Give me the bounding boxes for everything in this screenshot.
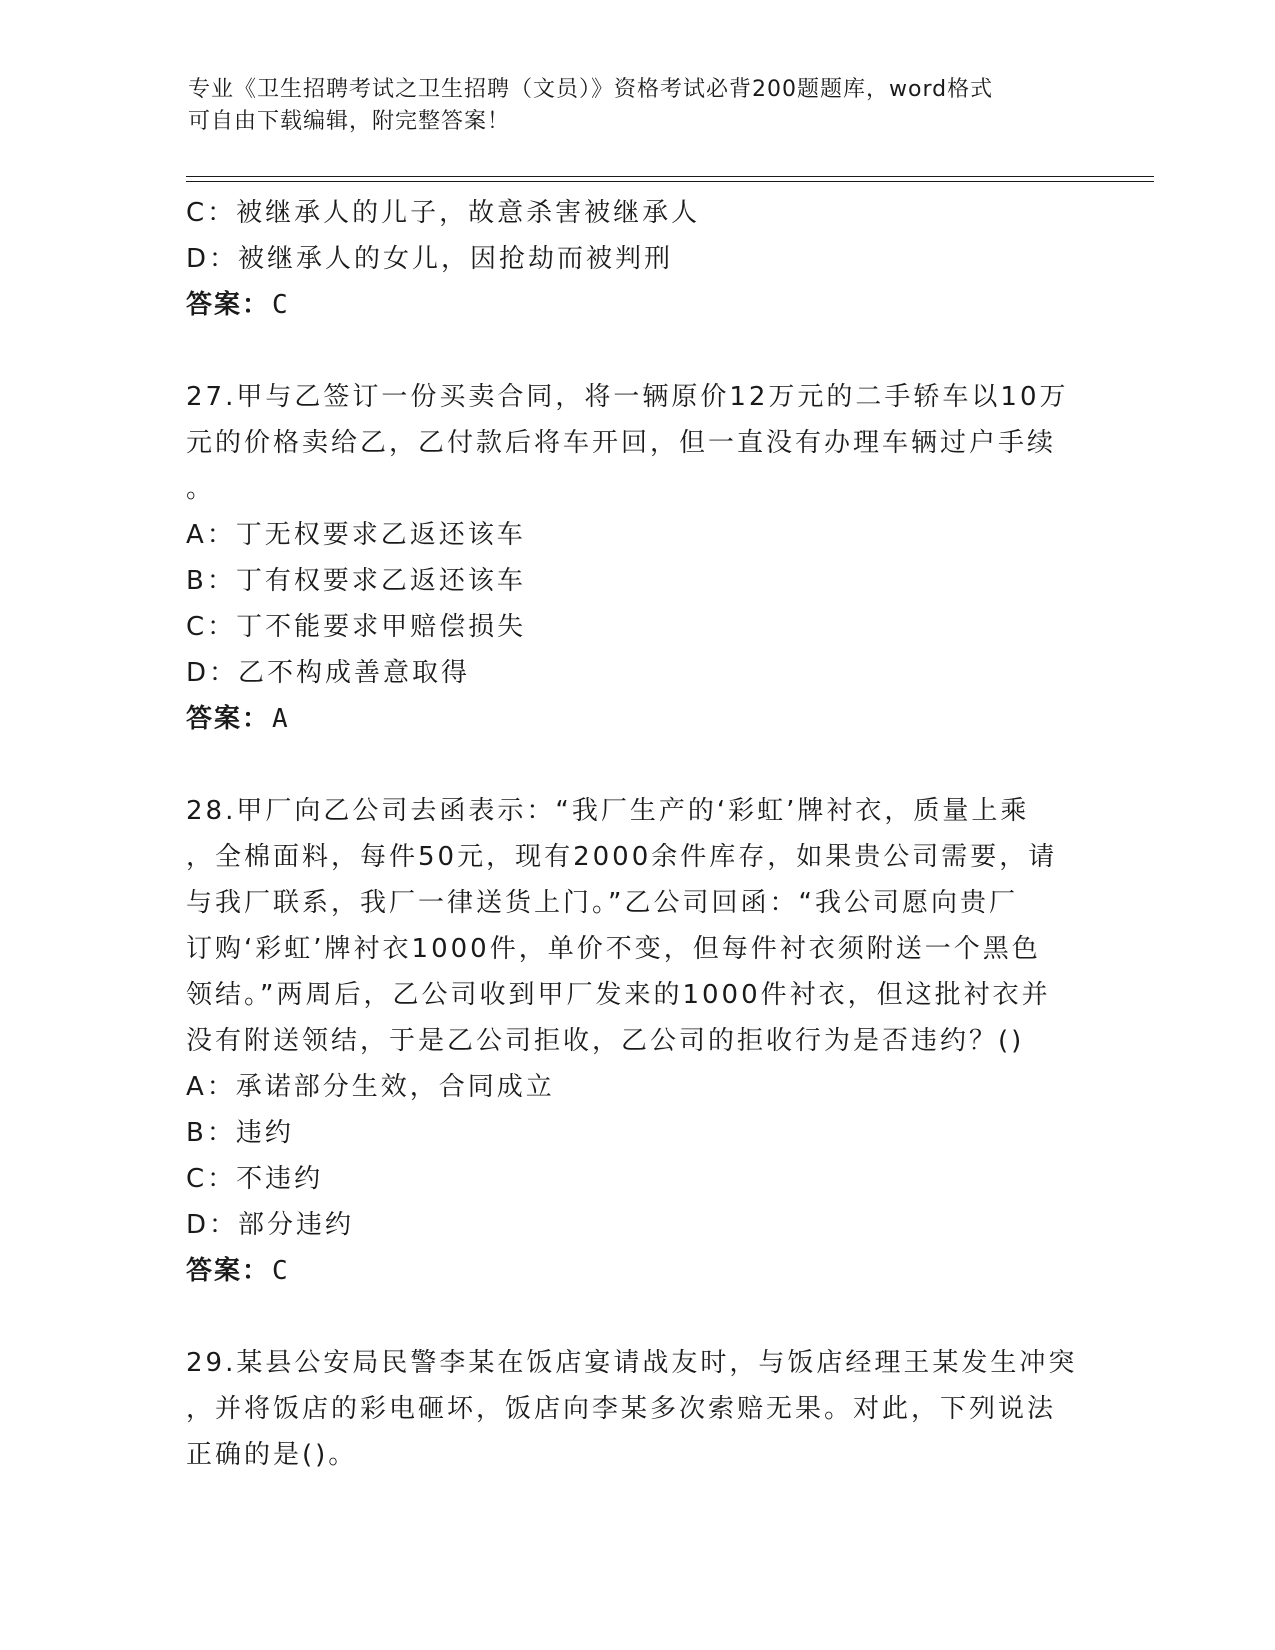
option-c: C：不违约	[186, 1164, 324, 1194]
answer-line	[186, 1248, 1086, 1294]
question-text	[186, 1340, 1086, 1478]
question-26-tail	[186, 190, 1086, 328]
header-divider-top	[186, 176, 1154, 177]
question-27	[186, 374, 1086, 742]
question-text	[186, 374, 1086, 512]
answer-line	[186, 282, 1086, 328]
question-text-line: 28.甲厂向乙公司去函表示：“我厂生产的‘彩虹’牌衬衣，质量上乘	[186, 796, 1030, 826]
question-text-line: 没有附送领结，于是乙公司拒收，乙公司的拒收行为是否违约？()	[186, 1026, 1025, 1056]
option-c: C：被继承人的儿子，故意杀害被继承人	[186, 198, 701, 228]
option-b: B：丁有权要求乙返还该车	[186, 566, 526, 596]
option-d: D：被继承人的女儿，因抢劫而被判刑	[186, 244, 674, 274]
option-b: B：违约	[186, 1118, 294, 1148]
option-c: C：丁不能要求甲赔偿损失	[186, 612, 527, 642]
question-text	[186, 788, 1086, 1064]
option-d: D：乙不构成善意取得	[186, 658, 471, 688]
answer-line	[186, 696, 1086, 742]
document-header	[188, 74, 1068, 138]
header-line-1: 专业《卫生招聘考试之卫生招聘（文员）》资格考试必背200题题库，word格式	[188, 77, 994, 102]
question-text-line: ，全棉面料，每件50元，现有2000余件库存，如果贵公司需要，请	[186, 842, 1058, 872]
question-29	[186, 1340, 1086, 1478]
answer-label: 答案：	[186, 290, 271, 320]
question-text-line: ，并将饭店的彩电砸坏，饭店向李某多次索赔无果。对此，下列说法	[186, 1394, 1057, 1424]
question-28	[186, 788, 1086, 1294]
question-text-line: 正确的是()。	[186, 1440, 358, 1470]
header-line-2: 可自由下载编辑，附完整答案！	[188, 109, 511, 134]
answer-value: C	[272, 1256, 290, 1286]
question-text-line: 领结。”两周后，乙公司收到甲厂发来的1000件衬衣，但这批衬衣并	[186, 980, 1051, 1010]
question-text-line: 27.甲与乙签订一份买卖合同，将一辆原价12万元的二手轿车以10万	[186, 382, 1069, 412]
option-a: A：承诺部分生效，合同成立	[186, 1072, 555, 1102]
question-text-line: 。	[186, 474, 216, 504]
spacer	[186, 328, 1086, 374]
answer-value: C	[272, 290, 290, 320]
answer-value: A	[272, 704, 290, 734]
question-text-line: 29.某县公安局民警李某在饭店宴请战友时，与饭店经理王某发生冲突	[186, 1348, 1078, 1378]
document-body	[186, 190, 1086, 1478]
option-d: D：部分违约	[186, 1210, 355, 1240]
question-text-line: 元的价格卖给乙，乙付款后将车开回，但一直没有办理车辆过户手续	[186, 428, 1057, 458]
answer-label: 答案：	[186, 1256, 271, 1286]
spacer	[186, 742, 1086, 788]
option-a: A：丁无权要求乙返还该车	[186, 520, 526, 550]
answer-label: 答案：	[186, 704, 271, 734]
question-text-line: 订购‘彩虹’牌衬衣1000件，单价不变，但每件衬衣须附送一个黑色	[186, 934, 1041, 964]
spacer	[186, 1294, 1086, 1340]
header-divider-bottom	[186, 181, 1154, 182]
question-text-line: 与我厂联系，我厂一律送货上门。”乙公司回函：“我公司愿向贵厂	[186, 888, 1018, 918]
